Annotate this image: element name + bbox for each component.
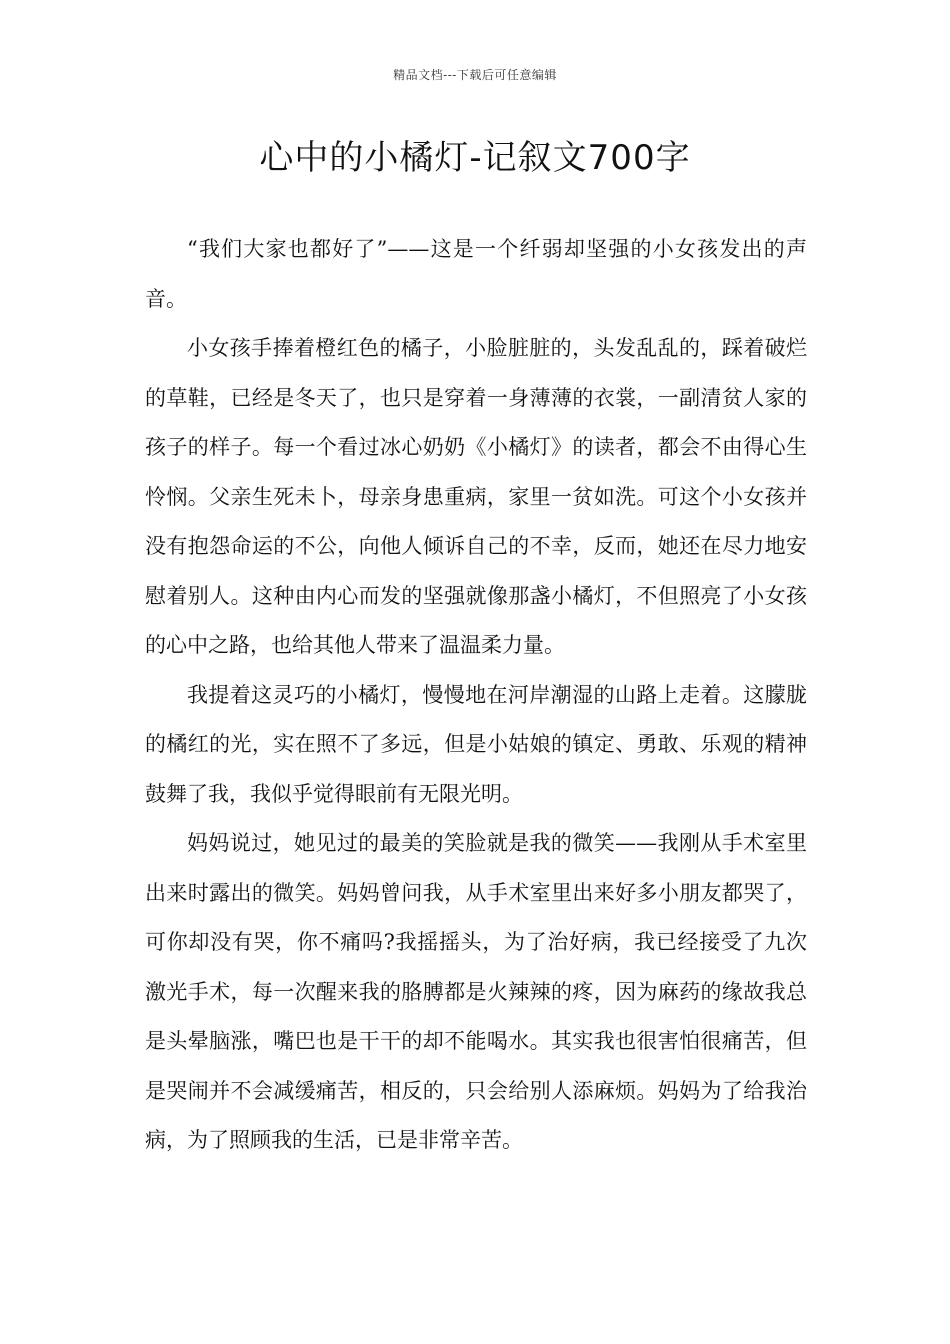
paragraph: 妈妈说过，她见过的最美的笑脸就是我的微笑——我刚从手术室里出来时露出的微笑。妈妈曾问我，从手术室里出来好多小朋友都哭了，可你却没有哭，你不痛吗?我摇摇头，为了治好病，我已经接受了九次激光手术，每一次醒来我的胳膊都是火辣辣的疼，因为麻药的缘故我总是头晕脑涨，嘴巴也是干干的却不能喝水。其实我也很害怕很痛苦，但是哭闹并不会减缓痛苦，相反的，只会给别人添麻烦。妈妈为了给我治病，为了照顾我的生活，已是非常辛苦。: [145, 831, 807, 1152]
paragraph: 我提着这灵巧的小橘灯，慢慢地在河岸潮湿的山路上走着。这朦胧的橘红的光，实在照不了多远，但是小姑娘的镇定、勇敢、乐观的精神鼓舞了我，我似乎觉得眼前有无限光明。: [145, 682, 807, 806]
paragraph: 小女孩手捧着橙红色的橘子，小脸脏脏的，头发乱乱的，踩着破烂的草鞋，已经是冬天了，也只是穿着一身薄薄的衣裳，一副清贫人家的孩子的样子。每一个看过冰心奶奶《小橘灯》的读者，都会不由得心生怜悯。父亲生死未卜，母亲身患重病，家里一贫如洗。可这个小女孩并没有抱怨命运的不公，向他人倾诉自己的不幸，反而，她还在尽力地安慰着别人。这种由内心而发的坚强就像那盏小橘灯，不但照亮了小女孩的心中之路，也给其他人带来了温温柔力量。: [145, 336, 807, 657]
article-body: [145, 225, 807, 1166]
paragraph: “我们大家也都好了”——这是一个纤弱却坚强的小女孩发出的声音。: [145, 237, 807, 311]
header-note: 精品文档---下载后可任意编辑: [393, 68, 557, 82]
page-title: 心中的小橘灯-记叙文700字: [259, 138, 691, 178]
